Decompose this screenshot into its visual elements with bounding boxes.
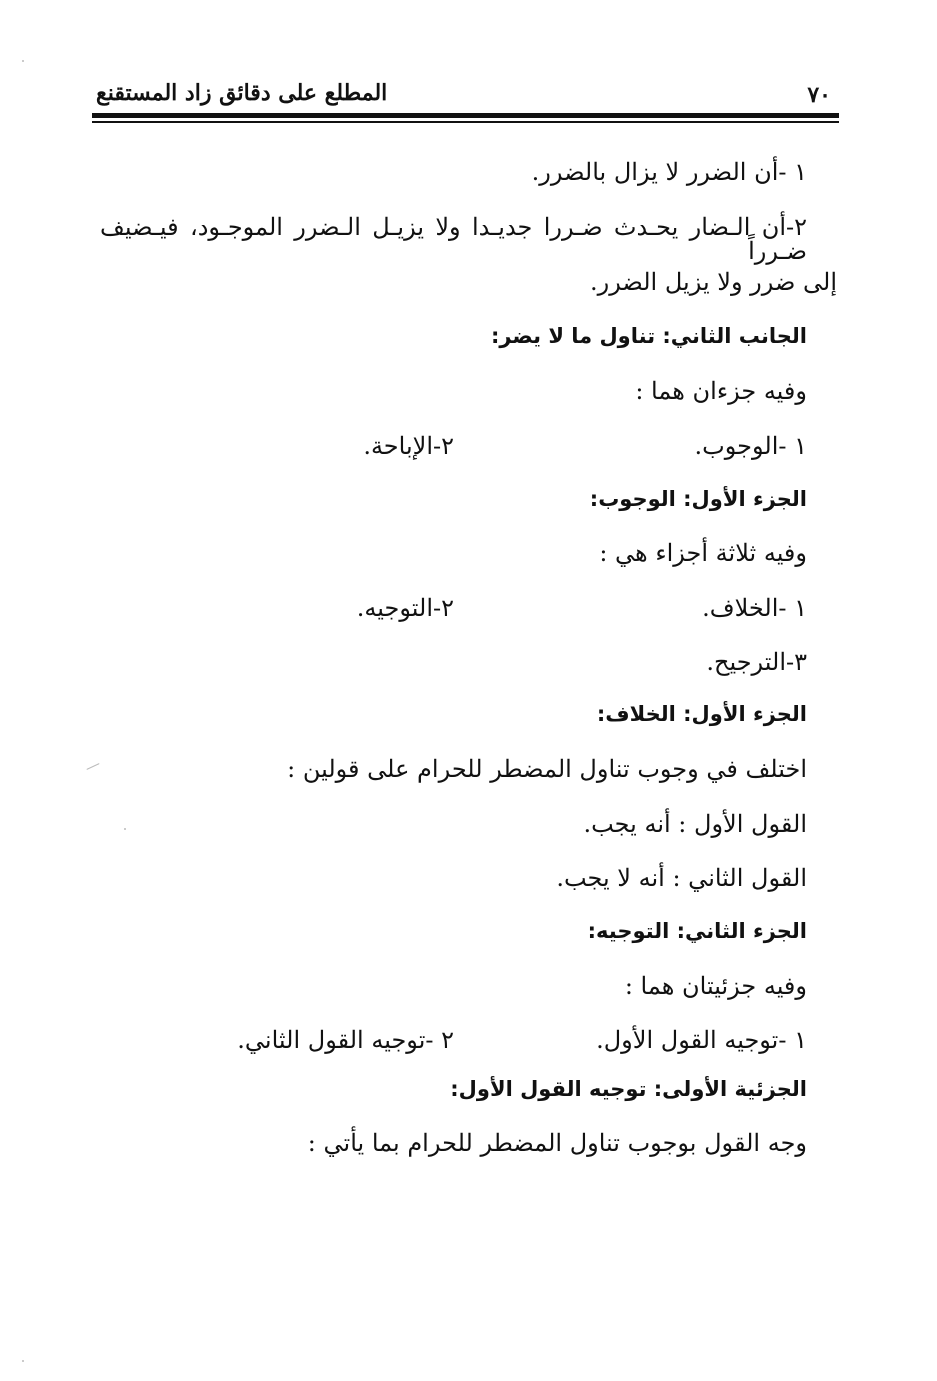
section-heading: الجزء الأول: الخلاف:	[596, 702, 807, 726]
list-item: ٢-الإباحة.	[363, 432, 454, 460]
list-item: ١ -الخلاف.	[702, 594, 807, 622]
scan-speck	[124, 828, 126, 830]
section-heading: الجزئية الأولى: توجيه القول الأول:	[450, 1077, 807, 1101]
list-item: ١ -توجيه القول الأول.	[596, 1026, 807, 1054]
text-line: وفيه جزءان هما :	[635, 377, 807, 405]
text-line: القول الثاني : أنه لا يجب.	[556, 864, 807, 892]
text-line: وجه القول بوجوب تناول المضطر للحرام بما يأتي :	[307, 1129, 807, 1157]
text-line: ٢-أن الـضار يحـدث ضـررا جديـدا ولا يزيـل الـضرر الموجـود، فيـضيف ضـرراً	[100, 213, 807, 265]
text-line: وفيه جزئيتان هما :	[624, 972, 807, 1000]
text-line: إلى ضرر ولا يزيل الضرر.	[589, 268, 837, 296]
header-rule-thick	[92, 113, 839, 118]
scan-mark	[86, 763, 99, 770]
list-item: ١ -الوجوب.	[694, 432, 807, 460]
text-line: القول الأول : أنه يجب.	[583, 810, 807, 838]
list-item: ٢ -توجيه القول الثاني.	[237, 1026, 454, 1054]
section-heading: الجزء الأول: الوجوب:	[589, 487, 807, 511]
text-line: ١ -أن الضرر لا يزال بالضرر.	[531, 158, 807, 186]
text-line: اختلف في وجوب تناول المضطر للحرام على قولين :	[287, 755, 807, 783]
scan-speck	[22, 60, 24, 62]
list-item: ٢-التوجيه.	[356, 594, 454, 622]
section-heading: الجانب الثاني: تناول ما لا يضر:	[490, 324, 807, 348]
section-heading: الجزء الثاني: التوجيه:	[587, 919, 807, 943]
scan-speck	[22, 1360, 24, 1362]
list-item: ٣-الترجيح.	[706, 648, 807, 676]
header-rule-thin	[92, 121, 839, 123]
page-number: ٧٠	[807, 82, 831, 108]
text-line: وفيه ثلاثة أجزاء هي :	[599, 539, 807, 567]
running-title: المطلع على دقائق زاد المستقنع	[96, 80, 388, 106]
page-header	[92, 78, 839, 112]
